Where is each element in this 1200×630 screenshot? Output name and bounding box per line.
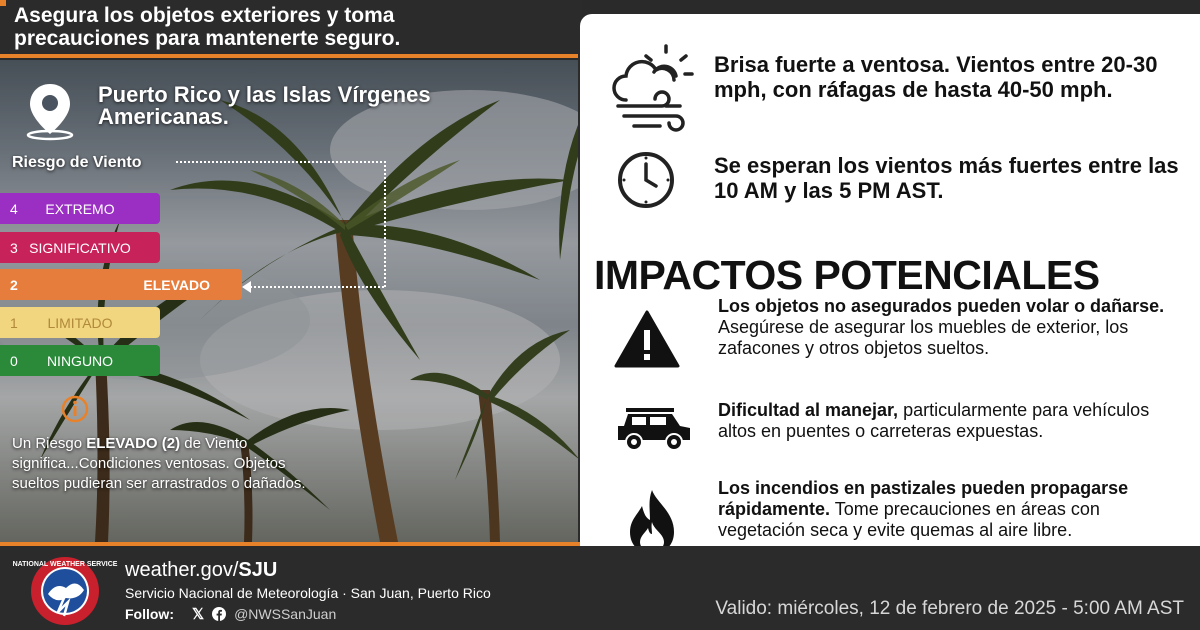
location-pin-icon	[20, 80, 80, 140]
top-banner	[0, 0, 580, 56]
impact-text: Asegúrese de asegurar los muebles de exterior, los zafacones y otros objetos sueltos.	[718, 317, 1129, 358]
risk-level-0	[0, 345, 160, 376]
social-follow	[125, 605, 336, 623]
clock-icon	[616, 150, 676, 210]
url-plain: weather.gov/	[125, 559, 239, 581]
timing-text: Se esperan los vientos más fuertes entre las 10 AM y las 5 PM AST.	[714, 153, 1179, 203]
info-icon	[60, 394, 90, 424]
risk-level-label: SIGNIFICATIVO	[29, 239, 131, 256]
explain-text-rest: de Viento significa...Condiciones ventosas. Objetos sueltos pudieran ser arrastrados o dañados.	[12, 435, 306, 492]
warning-icon	[614, 310, 680, 368]
risk-level-number: 4	[10, 200, 18, 217]
arrow-left-icon	[242, 281, 251, 293]
risk-level-label: NINGUNO	[46, 352, 114, 369]
explain-text: Un Riesgo	[12, 435, 87, 452]
impact-bold: Los objetos no asegurados pueden volar o dañarse.	[718, 296, 1165, 316]
risk-title: Riesgo de Viento	[12, 154, 142, 171]
impacts-heading: IMPACTOS POTENCIALES	[594, 252, 1100, 298]
x-icon[interactable]: 𝕏	[192, 606, 205, 623]
impact-text: particularmente para vehículos altos en puentes o carreteras expuestas.	[718, 400, 1150, 441]
organization-name: Servicio Nacional de Meteorología · San Juan, Puerto Rico	[125, 585, 491, 601]
risk-level-number: 2	[10, 276, 18, 293]
url-bold: SJU	[238, 559, 278, 581]
vehicle-icon	[614, 406, 694, 452]
valid-date: Valido: miércoles, 12 de febrero de 2025 - 5:00 AM AST	[715, 598, 1184, 619]
risk-level-number: 3	[10, 239, 18, 256]
footer	[0, 546, 1200, 630]
region-name: Puerto Rico y las Islas Vírgenes Americanas.	[98, 82, 431, 129]
forecast-panel	[580, 14, 1200, 580]
impact-item-fires	[718, 478, 1188, 541]
region-header	[20, 78, 540, 138]
dotted-connector-horizontal	[250, 286, 384, 288]
nws-logo-icon	[12, 554, 118, 628]
risk-level-number: 1	[10, 314, 18, 331]
impact-item-objects	[718, 296, 1188, 359]
palm-trees-photo	[0, 60, 580, 542]
risk-level-label: LIMITADO	[47, 314, 113, 331]
accent-corner	[0, 0, 6, 6]
impact-text: Tome precauciones en áreas con vegetación seca y evite quemas al aire libre.	[718, 499, 1100, 540]
banner-line-1: Asegura los objetos exteriores y toma	[14, 4, 395, 27]
risk-explanation	[12, 434, 312, 494]
website-link[interactable]	[125, 559, 277, 582]
risk-level-3	[0, 232, 160, 263]
wind-forecast-text: Brisa fuerte a ventosa. Vientos entre 20-30 mph, con ráfagas de hasta 40-50 mph.	[714, 52, 1158, 102]
risk-level-number: 0	[10, 352, 18, 369]
explain-bold: ELEVADO (2)	[86, 435, 181, 452]
banner-line-2: precauciones para mantenerte seguro.	[14, 27, 401, 50]
impact-bold: Dificultad al manejar,	[718, 400, 899, 420]
impact-bold: Los incendios en pastizales pueden propagarse rápidamente.	[718, 478, 1129, 519]
social-handle[interactable]: @NWSSanJuan	[234, 606, 337, 622]
banner-rule	[0, 54, 580, 58]
dotted-connector-vertical	[384, 161, 386, 287]
risk-level-label: ELEVADO	[143, 276, 210, 293]
risk-level-4	[0, 193, 160, 224]
facebook-icon[interactable]	[212, 607, 226, 621]
risk-level-1	[0, 307, 160, 338]
dotted-connector	[176, 161, 386, 163]
follow-label: Follow:	[125, 606, 174, 622]
cloud-wind-icon	[608, 42, 698, 132]
logo-lettering: NATIONAL WEATHER SERVICE	[12, 561, 118, 568]
risk-level-label: EXTREMO	[45, 200, 115, 217]
impact-item-driving	[718, 400, 1188, 442]
risk-level-2-selected	[0, 269, 242, 300]
